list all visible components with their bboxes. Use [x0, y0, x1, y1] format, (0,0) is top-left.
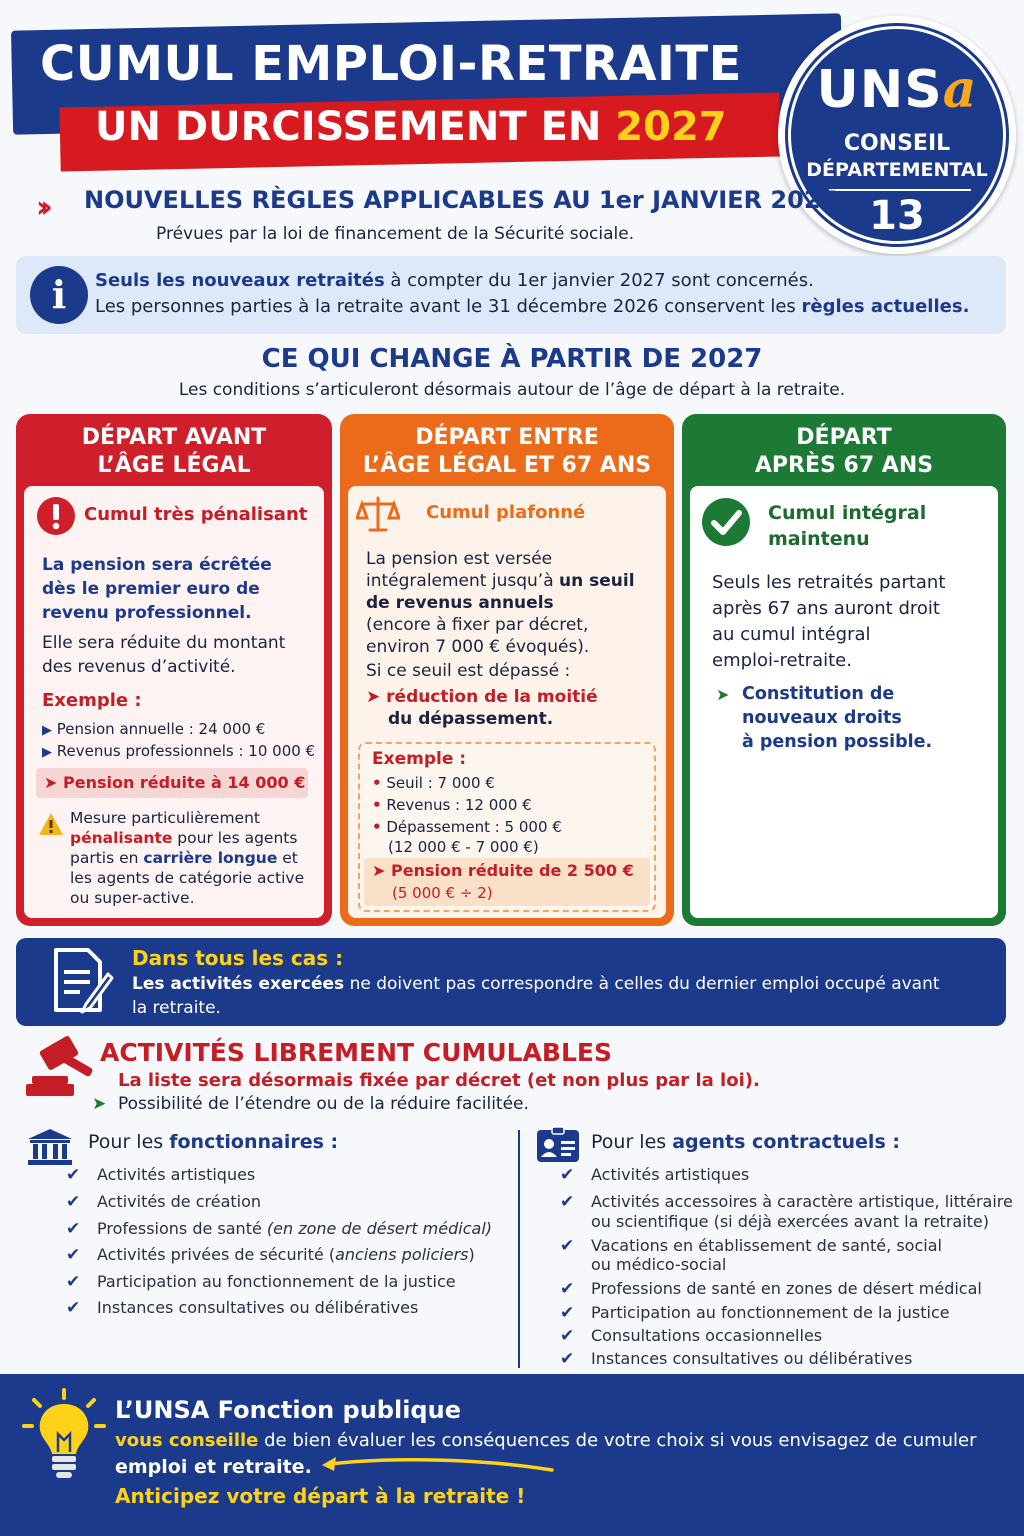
text-line: Seuls les retraités partant [712, 572, 946, 593]
example-item [372, 816, 562, 838]
text-bold: un seuil [559, 571, 635, 591]
check-icon: ✔ [560, 1165, 575, 1185]
example-item [42, 718, 265, 742]
text-line [366, 570, 635, 592]
all-cases-text [132, 974, 940, 994]
column-header-line1: DÉPART AVANT [81, 425, 267, 450]
logo-brand-main: UNS [816, 60, 943, 120]
result-text [372, 860, 634, 882]
check-icon: ✔ [560, 1349, 575, 1369]
rights-text: Constitution de [742, 684, 895, 704]
page-subtitle [95, 104, 775, 150]
reduction-line [366, 686, 598, 708]
triangle-icon: ▶ [42, 723, 52, 738]
bullet-icon: • [372, 818, 382, 836]
scales-icon [356, 494, 400, 534]
badge-title: Cumul intégral [768, 502, 927, 524]
exclamation-icon [36, 496, 76, 536]
text-line: de revenus annuels [366, 593, 554, 613]
list-item: Instances consultatives ou délibératives [591, 1349, 913, 1368]
list-head-bold: agents contractuels : [672, 1131, 900, 1153]
example-item-text: Pension annuelle : 24 000 € [56, 720, 266, 738]
all-cases-text: la retraite. [132, 998, 221, 1018]
underline-arrow-icon [320, 1452, 556, 1478]
list-item [97, 1219, 492, 1239]
all-cases-title: Dans tous les cas : [132, 946, 344, 970]
list-item: Participation au fonctionnement de la justice [591, 1303, 950, 1322]
check-icon: ✔ [560, 1303, 575, 1323]
reduction-text: réduction de la moitié [386, 687, 598, 707]
footer-call-to-action: Anticipez votre départ à la retraite ! [115, 1484, 526, 1508]
institution-icon [26, 1128, 74, 1166]
list-item: ou médico-social [591, 1255, 727, 1274]
warning-icon [38, 812, 64, 836]
column-header-line2: APRÈS 67 ANS [754, 453, 934, 478]
column-header [340, 424, 674, 480]
check-circle-icon [700, 496, 752, 548]
warning-text [70, 828, 297, 848]
triangle-icon: ▶ [42, 745, 52, 760]
rights-text: à pension possible. [742, 732, 933, 752]
column-divider [518, 1130, 520, 1368]
arrow-icon: ➤ [372, 861, 386, 880]
activities-heading: ACTIVITÉS LIBREMENT CUMULABLES [100, 1038, 612, 1067]
info-icon: i [30, 266, 88, 324]
column-after-67 [682, 414, 1006, 926]
list-head-prefix: Pour les [591, 1131, 673, 1153]
example-item-text: Dépassement : 5 000 € [386, 818, 562, 836]
check-icon: ✔ [66, 1272, 81, 1292]
text-line: des revenus d’activité. [42, 657, 236, 677]
list-item-text: Professions de santé [97, 1219, 267, 1238]
info-line1 [95, 270, 814, 291]
text-line: Si ce seuil est dépassé : [366, 661, 571, 681]
logo-brand-a: a [942, 59, 978, 120]
logo-line2: DÉPARTEMENTAL [806, 159, 988, 181]
subtitle-year: 2027 [615, 104, 727, 150]
logo-line1: CONSEIL [843, 131, 951, 156]
check-icon: ✔ [66, 1219, 81, 1239]
info-line2 [95, 296, 969, 317]
list-item [97, 1245, 475, 1265]
rules-subheading: Prévues par la loi de financement de la Sécurité sociale. [156, 224, 635, 244]
column-header-line1: DÉPART [796, 425, 892, 450]
column-header-line1: DÉPART ENTRE [415, 425, 599, 450]
logo-divider [829, 189, 971, 191]
activities-note: Possibilité de l’étendre ou de la réduire facilitée. [118, 1094, 529, 1114]
all-cases-bold: Les activités exercées [132, 974, 345, 994]
result-value: Pension réduite de 2 500 € [390, 861, 634, 880]
warning-text [70, 848, 298, 868]
column-body [690, 486, 998, 918]
text-line: emploi-retraite. [712, 650, 852, 671]
list-head-bold: fonctionnaires : [169, 1131, 339, 1153]
column-body [348, 486, 666, 918]
info-line1-bold: Seuls les nouveaux retraités [95, 270, 385, 291]
example-label: Exemple : [42, 690, 142, 711]
footer-advice [115, 1430, 977, 1451]
check-icon: ✔ [560, 1236, 575, 1256]
column-header [16, 424, 332, 480]
unsa-logo [778, 16, 1016, 254]
page-title: CUMUL EMPLOI-RETRAITE [40, 36, 742, 92]
list-item: Vacations en établissement de santé, social [591, 1236, 942, 1255]
warning-rest: pour les agents [172, 829, 298, 847]
warning-bold: pénalisante [70, 829, 173, 847]
text-rest: intégralement jusqu’à [366, 571, 560, 591]
text-line: Elle sera réduite du montant [42, 633, 286, 653]
warning-text: les agents de catégorie active [70, 869, 305, 887]
badge-title: maintenu [768, 528, 870, 550]
arrow-icon: ➤ [92, 1094, 107, 1114]
changes-heading: CE QUI CHANGE À PARTIR DE 2027 [261, 344, 763, 374]
check-icon: ✔ [66, 1245, 81, 1265]
arrow-icon: ➤ [716, 685, 730, 704]
document-pen-icon [50, 944, 116, 1016]
bullet-icon: • [372, 796, 382, 814]
list-head-fonctionnaires [88, 1131, 338, 1153]
list-item: Instances consultatives ou délibératives [97, 1298, 419, 1317]
text-line: La pension est versée [366, 549, 553, 569]
arrow-icon: ➤ [366, 687, 381, 707]
bullet-icon: • [372, 774, 382, 792]
example-item [372, 794, 532, 816]
text-line: après 67 ans auront droit [712, 598, 940, 619]
list-item: Professions de santé en zones de désert médical [591, 1279, 982, 1298]
activities-subheading: La liste sera désormais fixée par décret (et non plus par la loi). [118, 1070, 760, 1091]
lightbulb-icon [22, 1388, 106, 1488]
all-cases-rest: ne doivent pas correspondre à celles du dernier emploi occupé avant [344, 974, 940, 994]
footer-advice-end: emploi et retraite. [115, 1456, 312, 1478]
text-line: dès le premier euro de [42, 579, 260, 599]
example-item [372, 772, 495, 794]
id-card-icon [536, 1126, 580, 1164]
list-item-text: Activités privées de sécurité ( [97, 1245, 336, 1264]
warning-rest: partis en [70, 849, 144, 867]
list-item: Consultations occasionnelles [591, 1326, 823, 1345]
column-before-legal-age [16, 414, 332, 926]
check-icon: ✔ [66, 1165, 81, 1185]
double-chevron-icon: ›› [36, 190, 45, 225]
warning-bold: carrière longue [143, 849, 278, 867]
check-icon: ✔ [560, 1279, 575, 1299]
logo-number: 13 [869, 193, 925, 239]
rights-text: nouveaux droits [742, 708, 902, 728]
info-line1-text: à compter du 1er janvier 2027 sont concernés. [384, 270, 814, 291]
list-item: Activités artistiques [591, 1165, 750, 1184]
check-icon: ✔ [560, 1326, 575, 1346]
list-item: Activités accessoires à caractère artistique, littéraire [591, 1192, 1013, 1211]
column-between-legal-age-67 [340, 414, 674, 926]
list-item: ou scientifique (si déjà exercées avant la retraite) [591, 1212, 990, 1231]
text-line: La pension sera écrêtée [42, 555, 272, 575]
text-line: (encore à fixer par décret, [366, 615, 589, 635]
result-calc: (5 000 € ÷ 2) [392, 884, 493, 902]
result-value: Pension réduite à 14 000 € [62, 773, 306, 792]
list-item: Participation au fonctionnement de la justice [97, 1272, 456, 1291]
text-line: au cumul intégral [712, 624, 871, 645]
check-icon: ✔ [66, 1298, 81, 1318]
rules-heading: NOUVELLES RÈGLES APPLICABLES AU 1er JANVIER 2027 [84, 186, 838, 214]
result-text [44, 772, 305, 794]
reduction-text: du dépassement. [388, 709, 554, 729]
badge-title: Cumul plafonné [426, 502, 586, 523]
list-head-prefix: Pour les [88, 1131, 170, 1153]
subtitle-text: UN DURCISSEMENT EN [95, 104, 616, 150]
list-item: Activités de création [97, 1192, 262, 1211]
text-line: environ 7 000 € évoqués). [366, 637, 590, 657]
warning-rest: et [277, 849, 298, 867]
gavel-icon [22, 1036, 98, 1100]
list-item-text: ) [468, 1245, 475, 1264]
footer-advice-text: de bien évaluer les conséquences de votre choix si vous envisagez de cumuler [258, 1430, 977, 1451]
example-item-text: Revenus professionnels : 10 000 € [56, 742, 316, 760]
footer-advice-bold: vous conseille [115, 1430, 259, 1451]
info-box [16, 256, 1006, 334]
warning-text: ou super-active. [70, 889, 195, 907]
text-line: revenu professionnel. [42, 603, 252, 623]
check-icon: ✔ [560, 1192, 575, 1212]
example-item [42, 740, 315, 764]
logo-brand [791, 59, 1003, 120]
list-item-italic: (en zone de désert médical) [266, 1219, 492, 1238]
column-header-line2: L’ÂGE LÉGAL [97, 453, 251, 478]
list-item: Activités artistiques [97, 1165, 256, 1184]
check-icon: ✔ [66, 1192, 81, 1212]
example-label: Exemple : [372, 749, 467, 769]
column-header [682, 424, 1006, 480]
badge-title: Cumul très pénalisant [84, 504, 308, 525]
info-line2-bold: règles actuelles. [801, 296, 970, 317]
info-line2-text: Les personnes parties à la retraite avant le 31 décembre 2026 conservent les [95, 296, 802, 317]
example-item-text: Seuil : 7 000 € [386, 774, 495, 792]
changes-subheading: Les conditions s’articuleront désormais autour de l’âge de départ à la retraite. [178, 380, 846, 400]
arrow-icon: ➤ [44, 773, 58, 792]
list-item-italic: anciens policiers [335, 1245, 469, 1264]
warning-text: Mesure particulièrement [70, 809, 260, 827]
column-header-line2: L’ÂGE LÉGAL ET 67 ANS [362, 453, 652, 478]
column-body [24, 486, 324, 918]
list-head-contractuels [591, 1131, 900, 1153]
footer-title: L’UNSA Fonction publique [115, 1396, 461, 1424]
example-item-text: Revenus : 12 000 € [386, 796, 532, 814]
example-note: (12 000 € - 7 000 €) [388, 838, 539, 856]
